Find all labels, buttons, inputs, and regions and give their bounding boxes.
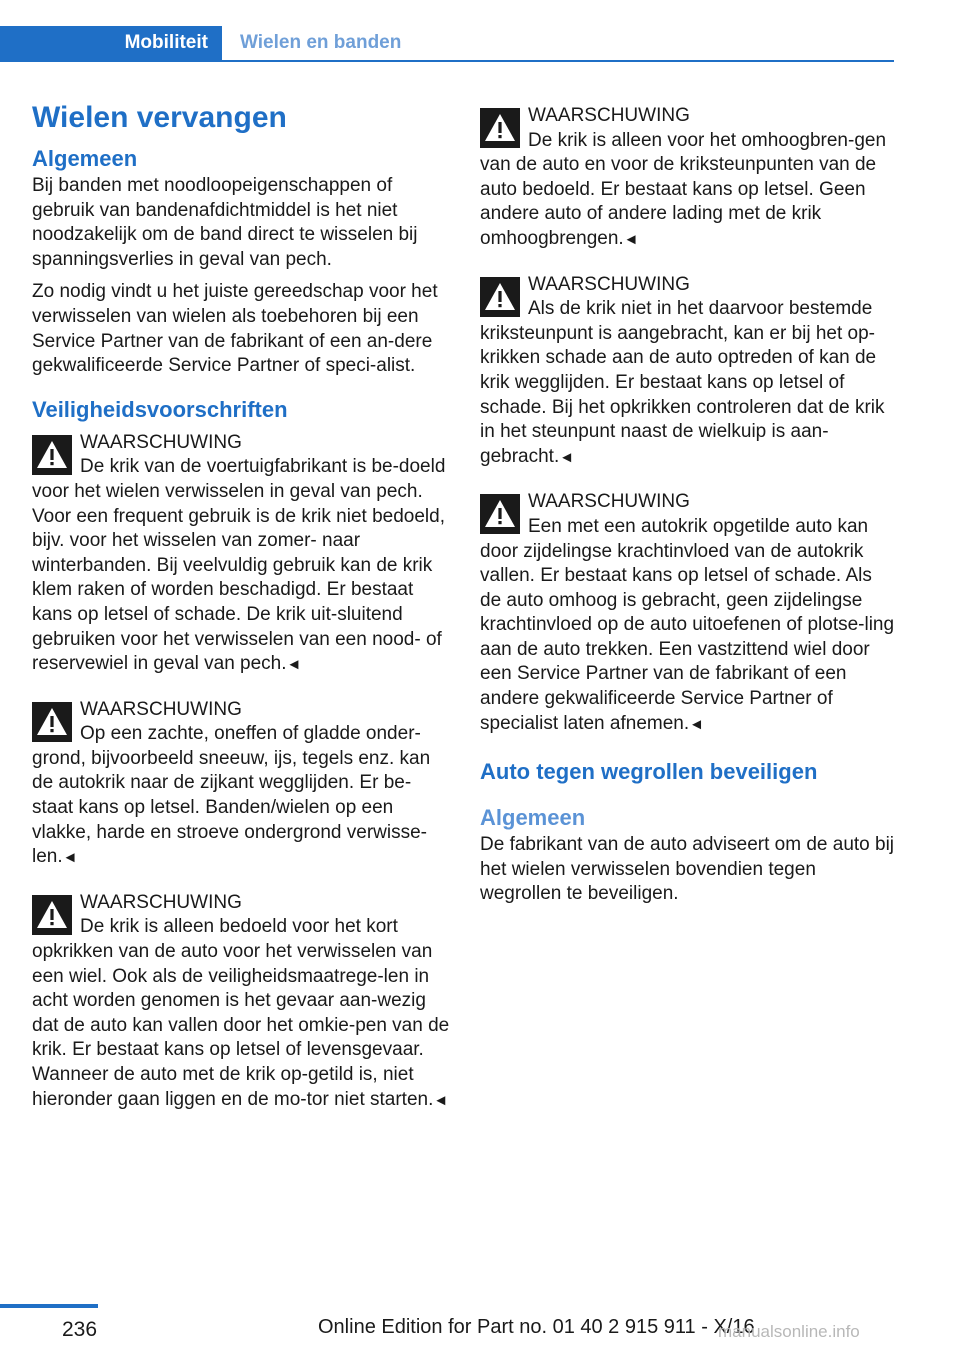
tab-mobiliteit[interactable]: Mobiliteit	[0, 26, 222, 60]
footer-accent-line	[0, 1304, 98, 1308]
paragraph: De fabrikant van de auto adviseert om de auto bij het wielen verwisselen bovendien tegen wegrollen te beveiligen.	[480, 834, 895, 905]
warning-icon	[480, 108, 520, 148]
section-heading-veiligheidsvoorschriften: Veiligheidsvoorschriften	[32, 396, 288, 422]
warning-title: WAARSCHUWING	[528, 491, 690, 513]
warning-block	[32, 891, 450, 1113]
warning-text: De krik is alleen voor het omhoogbren‐gen van de auto en voor de kriksteunpunten van de auto bedoeld. Er bestaat kans op letsel. Geen andere auto of andere lading met de krik omhoogbrengen.	[480, 129, 887, 249]
warning-icon	[32, 702, 72, 742]
end-marker: ◄	[559, 448, 575, 466]
warning-icon	[32, 435, 72, 475]
section-heading-wegrollen: Auto tegen wegrollen beveiligen	[480, 759, 818, 785]
end-marker: ◄	[286, 656, 302, 674]
warning-title: WAARSCHUWING	[80, 891, 242, 913]
warning-block	[480, 104, 898, 253]
left-column	[32, 98, 450, 1133]
paragraph: Bij banden met noodloopeigenschappen of gebruik van bandenafdichtmiddel is het niet noodzakelijk om de band direct te wisselen bij spanningsverlies in geval van pech.	[32, 175, 418, 270]
section-heading-algemeen-2: Algemeen	[480, 805, 586, 831]
warning-icon	[32, 895, 72, 935]
warning-text: Op een zachte, oneffen of gladde onder‐grond, bijvoorbeeld sneeuw, ijs, tegels enz. kan de autokrik naar de zijkant wegglijden. Er be‐staat kans op letsel. Banden/wielen op een vlakke, harde en stroeve ondergrond verwisse‐len.	[32, 723, 431, 868]
warning-title: WAARSCHUWING	[80, 698, 242, 720]
watermark: manualsonline.info	[718, 1322, 860, 1341]
page-number: 236	[62, 1318, 98, 1341]
paragraph: Zo nodig vindt u het juiste gereedschap voor het verwisselen van wielen als toebehoren bij een Service Partner van de fabrikant of een an‐dere gekwalificeerde Service Partner of speci‐alist.	[32, 281, 438, 377]
warning-text: De krik van de voertuigfabrikant is be‐doeld voor het wielen verwisselen in geval van pech. Voor een frequent gebruik is de krik niet bedoeld, bijv. voor het wisselen van zomer- naar winterbanden. Bij veelvuldig gebruik kan de krik klem raken of worden beschadigd. Er bestaat kans op letsel of schade. De krik uit‐sluitend gebruiken voor het verwisselen van een nood- of reservewiel in geval van pech.	[32, 456, 446, 675]
warning-block	[480, 490, 898, 737]
warning-title: WAARSCHUWING	[528, 273, 690, 295]
right-column	[480, 98, 898, 915]
warning-text: De krik is alleen bedoeld voor het kort opkrikken van de auto voor het verwisselen van een wiel. Ook als de veiligheidsmaatrege‐len in acht worden genomen is het gevaar aan‐wezig dat de auto kan vallen door het omkie‐pen van de krik. Er bestaat kans op letsel of levensgevaar. Wanneer de auto met de krik op‐getild is, niet hieronder gaan liggen en de mo‐tor niet starten.	[32, 916, 450, 1110]
warning-icon	[480, 494, 520, 534]
tab-wielen-en-banden[interactable]: Wielen en banden	[240, 32, 402, 53]
warning-title: WAARSCHUWING	[80, 431, 242, 453]
warning-block	[480, 273, 898, 471]
end-marker: ◄	[433, 1091, 449, 1109]
end-marker: ◄	[623, 230, 639, 248]
warning-block	[32, 698, 450, 871]
warning-text: Een met een autokrik opgetilde auto kan door zijdelingse krachtinvloed van de autokrik vallen. Er bestaat kans op letsel of schade. Als de auto omhoog is gebracht, geen zijdelingse krachtinvloed op de auto uitoefenen of plotse‐ling aan de auto trekken. Een vastzittend wiel door een Service Partner van de fabrikant of een andere gekwalificeerde Service Partner of specialist laten afnemen.	[480, 515, 895, 734]
warning-text: Als de krik niet in het daarvoor bestemde kriksteunpunt is aangebracht, kan er bij het op‐krikken schade aan de auto optreden of kan de krik wegglijden. Er bestaat kans op letsel of schade. Bij het opkrikken controleren dat de krik in het steunpunt naast de wielkuip is aan‐gebracht.	[480, 298, 885, 467]
warning-block	[32, 431, 450, 678]
page-title: Wielen vervangen	[32, 101, 287, 134]
end-marker: ◄	[689, 715, 704, 733]
header-divider	[0, 60, 894, 62]
section-heading-algemeen: Algemeen	[32, 146, 138, 171]
header-tabbar	[0, 26, 894, 62]
end-marker: ◄	[62, 849, 78, 867]
warning-title: WAARSCHUWING	[528, 105, 690, 126]
warning-icon	[480, 277, 520, 317]
edition-text: Online Edition for Part no. 01 40 2 915 911 - X/16	[318, 1316, 755, 1338]
